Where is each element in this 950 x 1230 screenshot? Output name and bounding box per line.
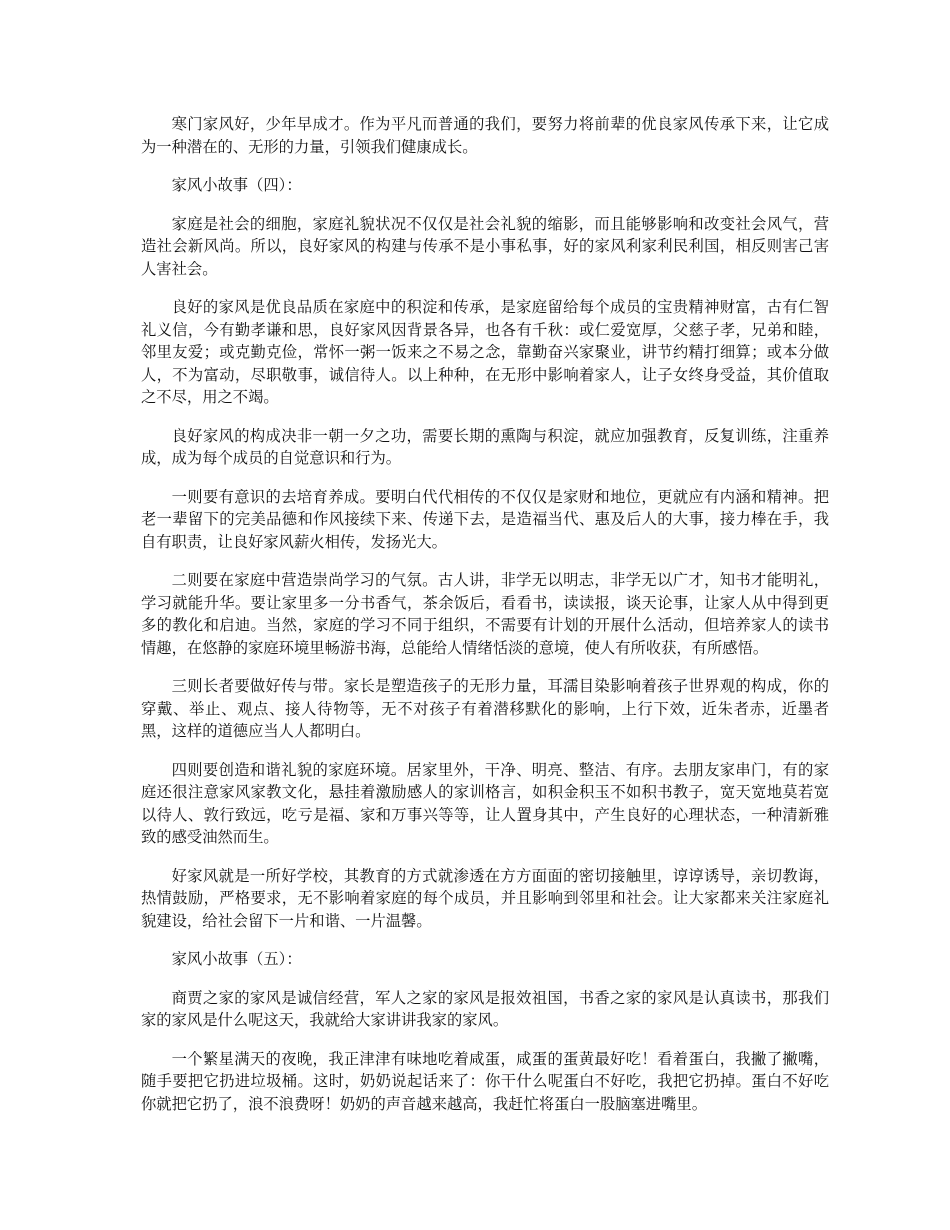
paragraph-7: 三则长者要做好传与带。家长是塑造孩子的无形力量，耳濡目染影响着孩子世界观的构成，你的穿戴、举止、观点、接人待物等，无不对孩子有着潜移默化的影响，上行下效，近朱者赤，近墨者黑，这样的道德应当人人都明白。 <box>141 677 829 740</box>
paragraph-5: 一则要有意识的去培育养成。要明白代代相传的不仅仅是家财和地位，更就应有内涵和精神。把老一辈留下的完美品德和作风接续下来、传递下去，是造福当代、惠及后人的大事，接力棒在手，我自有职责，让良好家风薪火相传，发扬光大。 <box>141 487 829 551</box>
paragraph-6: 二则要在家庭中营造崇尚学习的气氛。古人讲，非学无以明志，非学无以广才，知书才能明礼，学习就能升华。要让家里多一分书香气，茶余饭后，看看书，读读报，谈天论事，让家人从中得到更多的教化和启迪。当然，家庭的学习不同于组织，不需要有计划的开展什么活动，但培养家人的读书情趣，在悠静的家庭环境里畅游书海，总能给人情绪恬淡的意境，使人有所收获，有所感悟。 <box>141 571 829 657</box>
paragraph-4: 良好家风的构成决非一朝一夕之功，需要长期的熏陶与积淀，就应加强教育，反复训练，注重养成，成为每个成员的自觉意识和行为。 <box>141 426 829 467</box>
paragraph-10: 商贾之家的家风是诚信经营，军人之家的家风是报效祖国，书香之家的家风是认真读书，那我们家的家风是什么呢这天，我就给大家讲讲我家的家风。 <box>141 988 829 1029</box>
section-heading-4: 家风小故事（四）： <box>171 176 302 194</box>
paragraph-1: 寒门家风好，少年早成才。作为平凡而普通的我们，要努力将前辈的优良家风传承下来，让它成为一种潜在的、无形的力量，引领我们健康成长。 <box>141 115 829 156</box>
document-body <box>141 113 829 1131</box>
paragraph-11: 一个繁星满天的夜晚，我正津津有味地吃着咸蛋，咸蛋的蛋黄最好吃！看着蛋白，我撇了撇嘴，随手要把它扔进垃圾桶。这时，奶奶说起话来了：你干什么呢蛋白不好吃，我把它扔掉。蛋白不好吃你就把它扔了，浪不浪费呀！奶奶的声音越来越高，我赶忙将蛋白一股脑塞进嘴里。 <box>141 1049 829 1113</box>
paragraph-2: 家庭是社会的细胞，家庭礼貌状况不仅仅是社会礼貌的缩影，而且能够影响和改变社会风气，营造社会新风尚。所以，良好家风的构建与传承不是小事私事，好的家风利家利民利国，相反则害己害人害社会。 <box>141 214 829 278</box>
paragraph-8: 四则要创造和谐礼貌的家庭环境。居家里外，干净、明亮、整洁、有序。去朋友家串门，有的家庭还很注意家风家教文化，悬挂着激励感人的家训格言，如积金积玉不如积书教子，宽天宽地莫若宽以待人、敦行致远，吃亏是福、家和万事兴等等，让人置身其中，产生良好的心理状态，一种清新雅致的感受油然而生。 <box>141 760 829 846</box>
paragraph-3: 良好的家风是优良品质在家庭中的积淀和传承，是家庭留给每个成员的宝贵精神财富，古有仁智礼义信，今有勤孝谦和思，良好家风因背景各异，也各有千秋：或仁爱宽厚，父慈子孝，兄弟和睦，邻里友爱；或克勤克俭，常怀一粥一饭来之不易之念，靠勤奋兴家聚业，讲节约精打细算；或本分做人，不为富动，尽职敬事，诚信待人。以上种种，在无形中影响着家人，让子女终身受益，其价值取之不尽，用之不竭。 <box>141 298 829 406</box>
section-heading-5: 家风小故事（五）： <box>171 950 302 968</box>
paragraph-9: 好家风就是一所好学校，其教育的方式就渗透在方方面面的密切接触里，谆谆诱导，亲切教诲，热情鼓励，严格要求，无不影响着家庭的每个成员，并且影响到邻里和社会。让大家都来关注家庭礼貌建设，给社会留下一片和谐、一片温馨。 <box>141 866 829 930</box>
